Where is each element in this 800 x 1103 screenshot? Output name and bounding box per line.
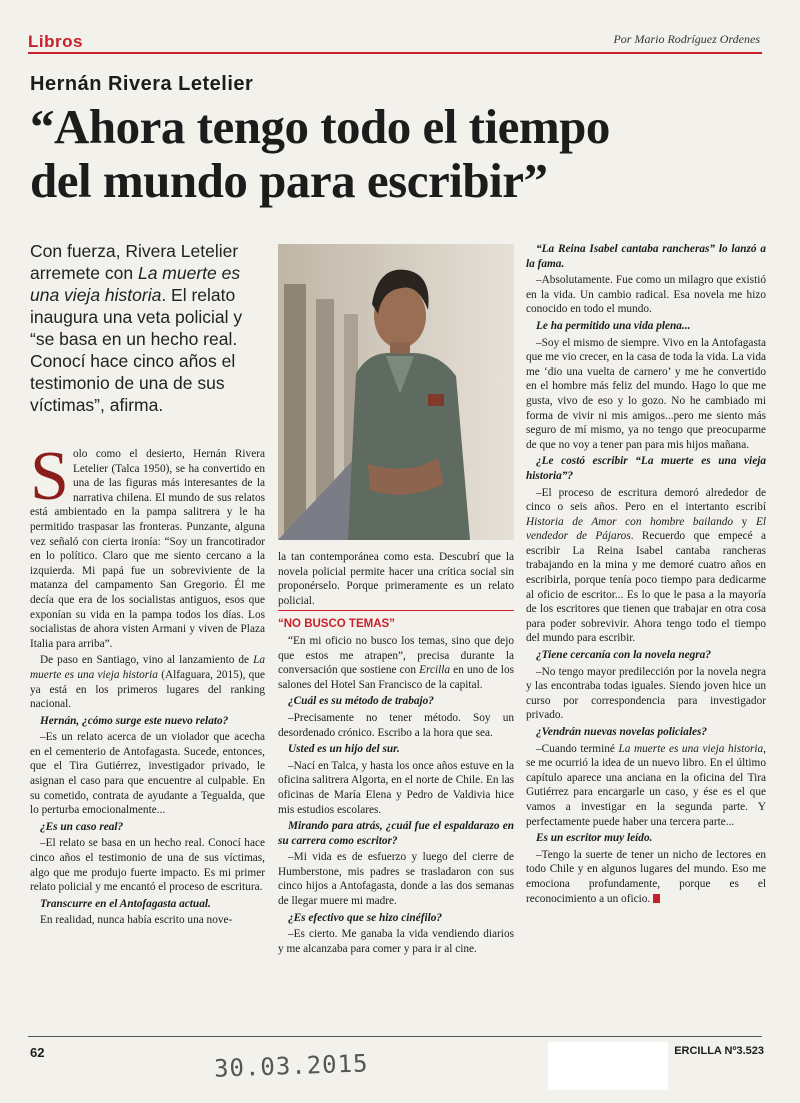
book-title: La muerte es una vieja historia [30, 654, 265, 681]
answer-text: –Cuando terminé [536, 742, 619, 755]
answer: –Precisamente no tener método. Soy un desordenado crónico. Escribo a la hora que sea. [278, 711, 514, 739]
answer: –No tengo mayor predilección por la novela negra y las encontraba todas iguales. Siendo joven hice un curso por correspondencia para investigador privado. [526, 665, 766, 722]
answer: –Es cierto. Me ganaba la vida vendiendo diarios y me alcanzaba para comer y para ir al cine. [278, 928, 514, 955]
question: Le ha permitido una vida plena... [536, 319, 691, 332]
answer: –Es un relato acerca de un violador que acecha en el cementerio de Antofagasta. Sucede, entonces, que el Tira Gutiérrez, investigador privado, le asignan el caso para que encuentre al culpable. En su cometido, contrata de ayudante a Tegualda, que lo perturba emocionalmente... [30, 731, 265, 817]
article-column-1 [30, 438, 265, 930]
magazine-issue: ERCILLA Nº3.523 [674, 1045, 764, 1057]
answer-text: y [733, 515, 756, 528]
dropcap: S [30, 438, 69, 515]
article-column-3 [526, 242, 766, 908]
lead-text-2: . El relato inaugura una veta policial y “se basa en un hecho real. Conocí hace cinco años el testimonio de una de sus víctimas”, afirma. [30, 285, 243, 415]
question: ¿Es un caso real? [40, 820, 124, 833]
question: ¿Le costó escribir “La muerte es una vieja historia”? [526, 455, 766, 482]
article-column-2 [278, 550, 514, 958]
answer-text: –El proceso de escritura demoró alrededor de cinco o seis años. Pero en el intertanto escribí [526, 486, 766, 514]
question: Hernán, ¿cómo surge este nuevo relato? [40, 714, 229, 727]
end-mark [653, 894, 660, 903]
paragraph-text-end: en uno de los salones del Hotel San Francisco de la capital. [278, 664, 514, 691]
byline: Por Mario Rodríguez Ordenes [613, 32, 760, 46]
lead-book-title: La muerte es una vieja historia [30, 263, 241, 305]
question: ¿Cuál es su método de trabajo? [288, 695, 434, 708]
top-rule [28, 52, 762, 54]
lead-text-1: Con fuerza, Rivera Letelier arremete con [30, 241, 239, 283]
headline: “Ahora tengo todo el tiempo del mundo para escribir” [30, 99, 610, 208]
answer-text: . Recuerdo que empecé a escribir La Reina Isabel cantaba rancheras trabajando en la mina y me demoré cuatro años en escribirla, porque tenía poco tiempo para dedicarme al oficio de escritor... Es lo que le pasa a la mayoría de los escritores que tienen que trabajar en otra cosa para poder sobrevivir. Ahora tengo todo el tiempo del mundo para escribir. [526, 530, 766, 645]
question: Es un escritor muy leído. [536, 832, 653, 845]
question: Usted es un hijo del sur. [288, 743, 400, 756]
paragraph-2-text: De paso en Santiago, vino al lanzamiento de [40, 654, 254, 667]
question: “La Reina Isabel cantaba rancheras” lo lanzó a la fama. [526, 243, 766, 270]
paragraph-2-text-end: (Alfaguara, 2015), que ya está en los primeros lugares del ranking nacional. [30, 668, 265, 711]
lead-paragraph [30, 240, 266, 416]
answer: En realidad, nunca había escrito una nove- [40, 914, 233, 927]
answer: –El relato se basa en un hecho real. Conocí hace cinco años el testimonio de una de sus víctimas, algo que me produjo fuerte impacto. Es mi primer relato policial y me encantó el proceso de escritura. [30, 837, 265, 894]
question: ¿Tiene cercanía con la novela negra? [536, 649, 711, 662]
answer: –Mi vida es de esfuerzo y luego del cierre de Humberstone, mis padres se trasladaron con sus cinco hijos a Antofagasta, donde a las dos semanas de llegar muere mi madre. [278, 851, 514, 908]
magazine-name: Ercilla [419, 664, 451, 677]
answer: –Tengo la suerte de tener un nicho de lectores en todo Chile y en algunos lugares del mundo. Eso me emociona profundamente, porque es el reconocimiento a un oficio. [526, 848, 766, 905]
page-number: 62 [30, 1045, 45, 1060]
paragraph: la tan contemporánea como esta. Descubrí que la novela policial permite hacer una crítica social sin proponérselo. Porque primeramente es un relato policial. [278, 551, 514, 607]
blank-label-patch [548, 1042, 668, 1090]
section-label: Libros [28, 32, 83, 51]
paragraph-text: “En mi oficio no busco los temas, sino que dejo que estos me atrapen”, precisa durante la conversación que sostiene con [278, 634, 514, 677]
subheading: “NO BUSCO TEMAS” [278, 610, 514, 632]
answer: –Nací en Talca, y hasta los once años estuve en la oficina salitrera Algorta, en el norte de Chile. En las oficinas de María Elena y Pedro de Valdivia hice mis estudios escolares. [278, 759, 514, 816]
book-title: La muerte es una vieja historia [618, 742, 764, 755]
answer-text: , se me ocurrió la idea de un nuevo libro. En el último capítulo aparece una anciana en la oficina del Tira Gutiérrez para encargarle un caso, y ése es el que vamos a investigar en la segunda parte. Y perfectamente puede haber una tercera parte... [526, 742, 766, 828]
footer-rule [28, 1036, 762, 1037]
book-title: El vendedor de Pájaros [526, 515, 767, 543]
question: ¿Vendrán nuevas novelas policiales? [536, 726, 708, 738]
answer: –Soy el mismo de siempre. Vivo en la Antofagasta que me vio crecer, en la casa de toda la vida. La vida me ‘dio una vuelta de carnero’ y me he convertido en el hombre más feliz del mundo. Hago lo que me gusta, vivo de eso y lo gozo. No he cambiado mi forma de vivir ni mis amigos...pero me siento más seguro de mí mismo, ya no tengo que preocuparme de que no voy a tener pan para mis hijos mañana. [526, 336, 766, 451]
answer: –Absolutamente. Fue como un milagro que existió en la vida. Un cambio radical. Esa novela me hizo conocido en todo el mundo. [526, 274, 766, 316]
question: ¿Es efectivo que se hizo cinéfilo? [288, 911, 443, 924]
author-name: Hernán Rivera Letelier [30, 73, 254, 95]
date-stamp: 30.03.2015 [213, 1049, 369, 1083]
question: Mirando para atrás, ¿cuál fue el espaldarazo en su carrera como escritor? [278, 820, 514, 847]
question: Transcurre en el Antofagasta actual. [40, 897, 211, 910]
author-portrait-image [278, 244, 514, 540]
author-photo [278, 244, 514, 540]
book-title: Historia de Amor con hombre bailando [526, 515, 734, 528]
paragraph-1: olo como el desierto, Hernán Rivera Letelier (Talca 1950), se ha convertido en una de las figuras más interesantes de la narrativa chilena. El mundo de sus relatos está ambientado en la pampa salitrera y le ha permitido traspasar las fronteras. Punzante, alguna vez señaló con cierta ironía: “Soy un francotirador en lo político. Claro que me siento cercano a la izquierda. Mi papá fue un sobreviviente de la matanza del campamento San Gregorio. Él me decía que era de los socialistas antiguos, esos que exponían su vida en la pampa todos los días. Los socialistas de ahora visten Armani y viven de Plaza Italia para arriba”. [30, 448, 265, 650]
